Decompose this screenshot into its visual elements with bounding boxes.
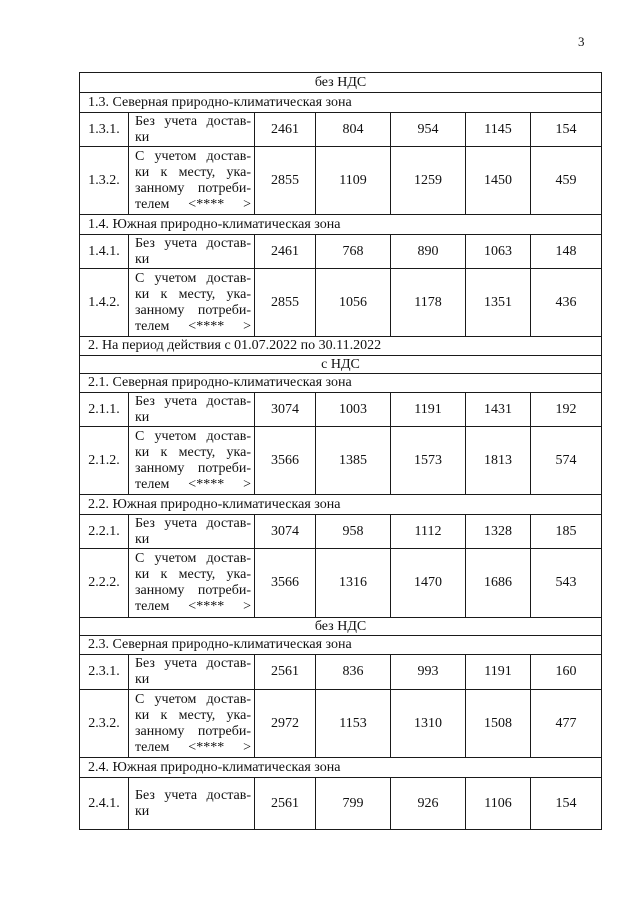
- vat-header: без НДС: [80, 618, 602, 636]
- zone-title: 1.3. Северная природно-климатическая зона: [80, 93, 602, 113]
- table-row: [80, 515, 602, 549]
- price-cell: 2461: [255, 235, 316, 269]
- row-number: 2.2.1.: [80, 515, 129, 549]
- row-description: Без учета достав- ки: [129, 515, 255, 549]
- price-cell: 890: [391, 235, 466, 269]
- row-number: 2.4.1.: [80, 778, 129, 830]
- row-number: 1.4.1.: [80, 235, 129, 269]
- zone-row: [80, 374, 602, 393]
- price-cell: 2561: [255, 778, 316, 830]
- tariff-table: [79, 72, 602, 830]
- price-cell: 1178: [391, 269, 466, 337]
- row-number: 2.1.1.: [80, 393, 129, 427]
- price-cell: 768: [316, 235, 391, 269]
- zone-title: 1.4. Южная природно-климатическая зона: [80, 215, 602, 235]
- table-row: [80, 147, 602, 215]
- price-cell: 1153: [316, 690, 391, 758]
- price-cell: 1056: [316, 269, 391, 337]
- price-cell: 926: [391, 778, 466, 830]
- vat-header-row: [80, 73, 602, 93]
- price-cell: 1470: [391, 549, 466, 618]
- zone-title: 2.2. Южная природно-климатическая зона: [80, 495, 602, 515]
- price-cell: 192: [531, 393, 602, 427]
- row-number: 1.3.1.: [80, 113, 129, 147]
- price-cell: 1316: [316, 549, 391, 618]
- zone-row: [80, 758, 602, 778]
- price-cell: 3566: [255, 427, 316, 495]
- price-cell: 2972: [255, 690, 316, 758]
- row-number: 2.3.1.: [80, 655, 129, 690]
- zone-row: [80, 636, 602, 655]
- price-cell: 2561: [255, 655, 316, 690]
- price-cell: 1686: [466, 549, 531, 618]
- row-description: Без учета достав- ки: [129, 393, 255, 427]
- price-cell: 1145: [466, 113, 531, 147]
- price-cell: 836: [316, 655, 391, 690]
- price-cell: 3074: [255, 393, 316, 427]
- price-cell: 958: [316, 515, 391, 549]
- price-cell: 1573: [391, 427, 466, 495]
- price-cell: 1109: [316, 147, 391, 215]
- price-cell: 3566: [255, 549, 316, 618]
- price-cell: 1450: [466, 147, 531, 215]
- table-row: [80, 655, 602, 690]
- row-description: Без учета достав- ки: [129, 235, 255, 269]
- price-cell: 993: [391, 655, 466, 690]
- table-row: [80, 427, 602, 495]
- section-title: 2. На период действия с 01.07.2022 по 30.11.2022: [80, 337, 602, 356]
- price-cell: 459: [531, 147, 602, 215]
- price-cell: 2855: [255, 269, 316, 337]
- price-cell: 2855: [255, 147, 316, 215]
- row-number: 1.3.2.: [80, 147, 129, 215]
- price-cell: 1191: [391, 393, 466, 427]
- price-cell: 1508: [466, 690, 531, 758]
- row-number: 1.4.2.: [80, 269, 129, 337]
- vat-header-row: [80, 356, 602, 374]
- price-cell: 1385: [316, 427, 391, 495]
- price-cell: 1112: [391, 515, 466, 549]
- row-number: 2.3.2.: [80, 690, 129, 758]
- row-description: С учетом достав- ки к месту, ука- занному потреби- телем <**** >: [129, 147, 255, 215]
- zone-title: 2.4. Южная природно-климатическая зона: [80, 758, 602, 778]
- row-number: 2.2.2.: [80, 549, 129, 618]
- price-cell: 2461: [255, 113, 316, 147]
- table-row: [80, 235, 602, 269]
- zone-title: 2.3. Северная природно-климатическая зона: [80, 636, 602, 655]
- price-cell: 1328: [466, 515, 531, 549]
- table-row: [80, 549, 602, 618]
- table-row: [80, 393, 602, 427]
- price-cell: 1431: [466, 393, 531, 427]
- price-cell: 1259: [391, 147, 466, 215]
- price-cell: 154: [531, 778, 602, 830]
- row-description: С учетом достав- ки к месту, ука- занному потреби- телем <**** >: [129, 269, 255, 337]
- price-cell: 1813: [466, 427, 531, 495]
- page-number: 3: [578, 34, 585, 49]
- zone-row: [80, 215, 602, 235]
- price-cell: 1351: [466, 269, 531, 337]
- price-cell: 954: [391, 113, 466, 147]
- price-cell: 543: [531, 549, 602, 618]
- price-cell: 3074: [255, 515, 316, 549]
- row-description: Без учета достав- ки: [129, 655, 255, 690]
- price-cell: 1106: [466, 778, 531, 830]
- vat-header: без НДС: [80, 73, 602, 93]
- vat-header-row: [80, 618, 602, 636]
- price-cell: 574: [531, 427, 602, 495]
- table-row: [80, 690, 602, 758]
- zone-title: 2.1. Северная природно-климатическая зона: [80, 374, 602, 393]
- price-cell: 1310: [391, 690, 466, 758]
- price-cell: 185: [531, 515, 602, 549]
- row-description: С учетом достав- ки к месту, ука- занному потреби- телем <**** >: [129, 690, 255, 758]
- price-cell: 148: [531, 235, 602, 269]
- row-number: 2.1.2.: [80, 427, 129, 495]
- price-cell: 799: [316, 778, 391, 830]
- table-row: [80, 778, 602, 830]
- price-cell: 477: [531, 690, 602, 758]
- price-cell: 1191: [466, 655, 531, 690]
- section-row: [80, 337, 602, 356]
- zone-row: [80, 93, 602, 113]
- row-description: С учетом достав- ки к месту, ука- занному потреби- телем <**** >: [129, 549, 255, 618]
- price-cell: 160: [531, 655, 602, 690]
- price-cell: 804: [316, 113, 391, 147]
- price-cell: 1003: [316, 393, 391, 427]
- table-row: [80, 269, 602, 337]
- price-cell: 436: [531, 269, 602, 337]
- table-row: [80, 113, 602, 147]
- price-cell: 1063: [466, 235, 531, 269]
- zone-row: [80, 495, 602, 515]
- vat-header: с НДС: [80, 356, 602, 374]
- row-description: С учетом достав- ки к месту, ука- занному потреби- телем <**** >: [129, 427, 255, 495]
- row-description: Без учета достав- ки: [129, 778, 255, 830]
- price-cell: 154: [531, 113, 602, 147]
- row-description: Без учета достав- ки: [129, 113, 255, 147]
